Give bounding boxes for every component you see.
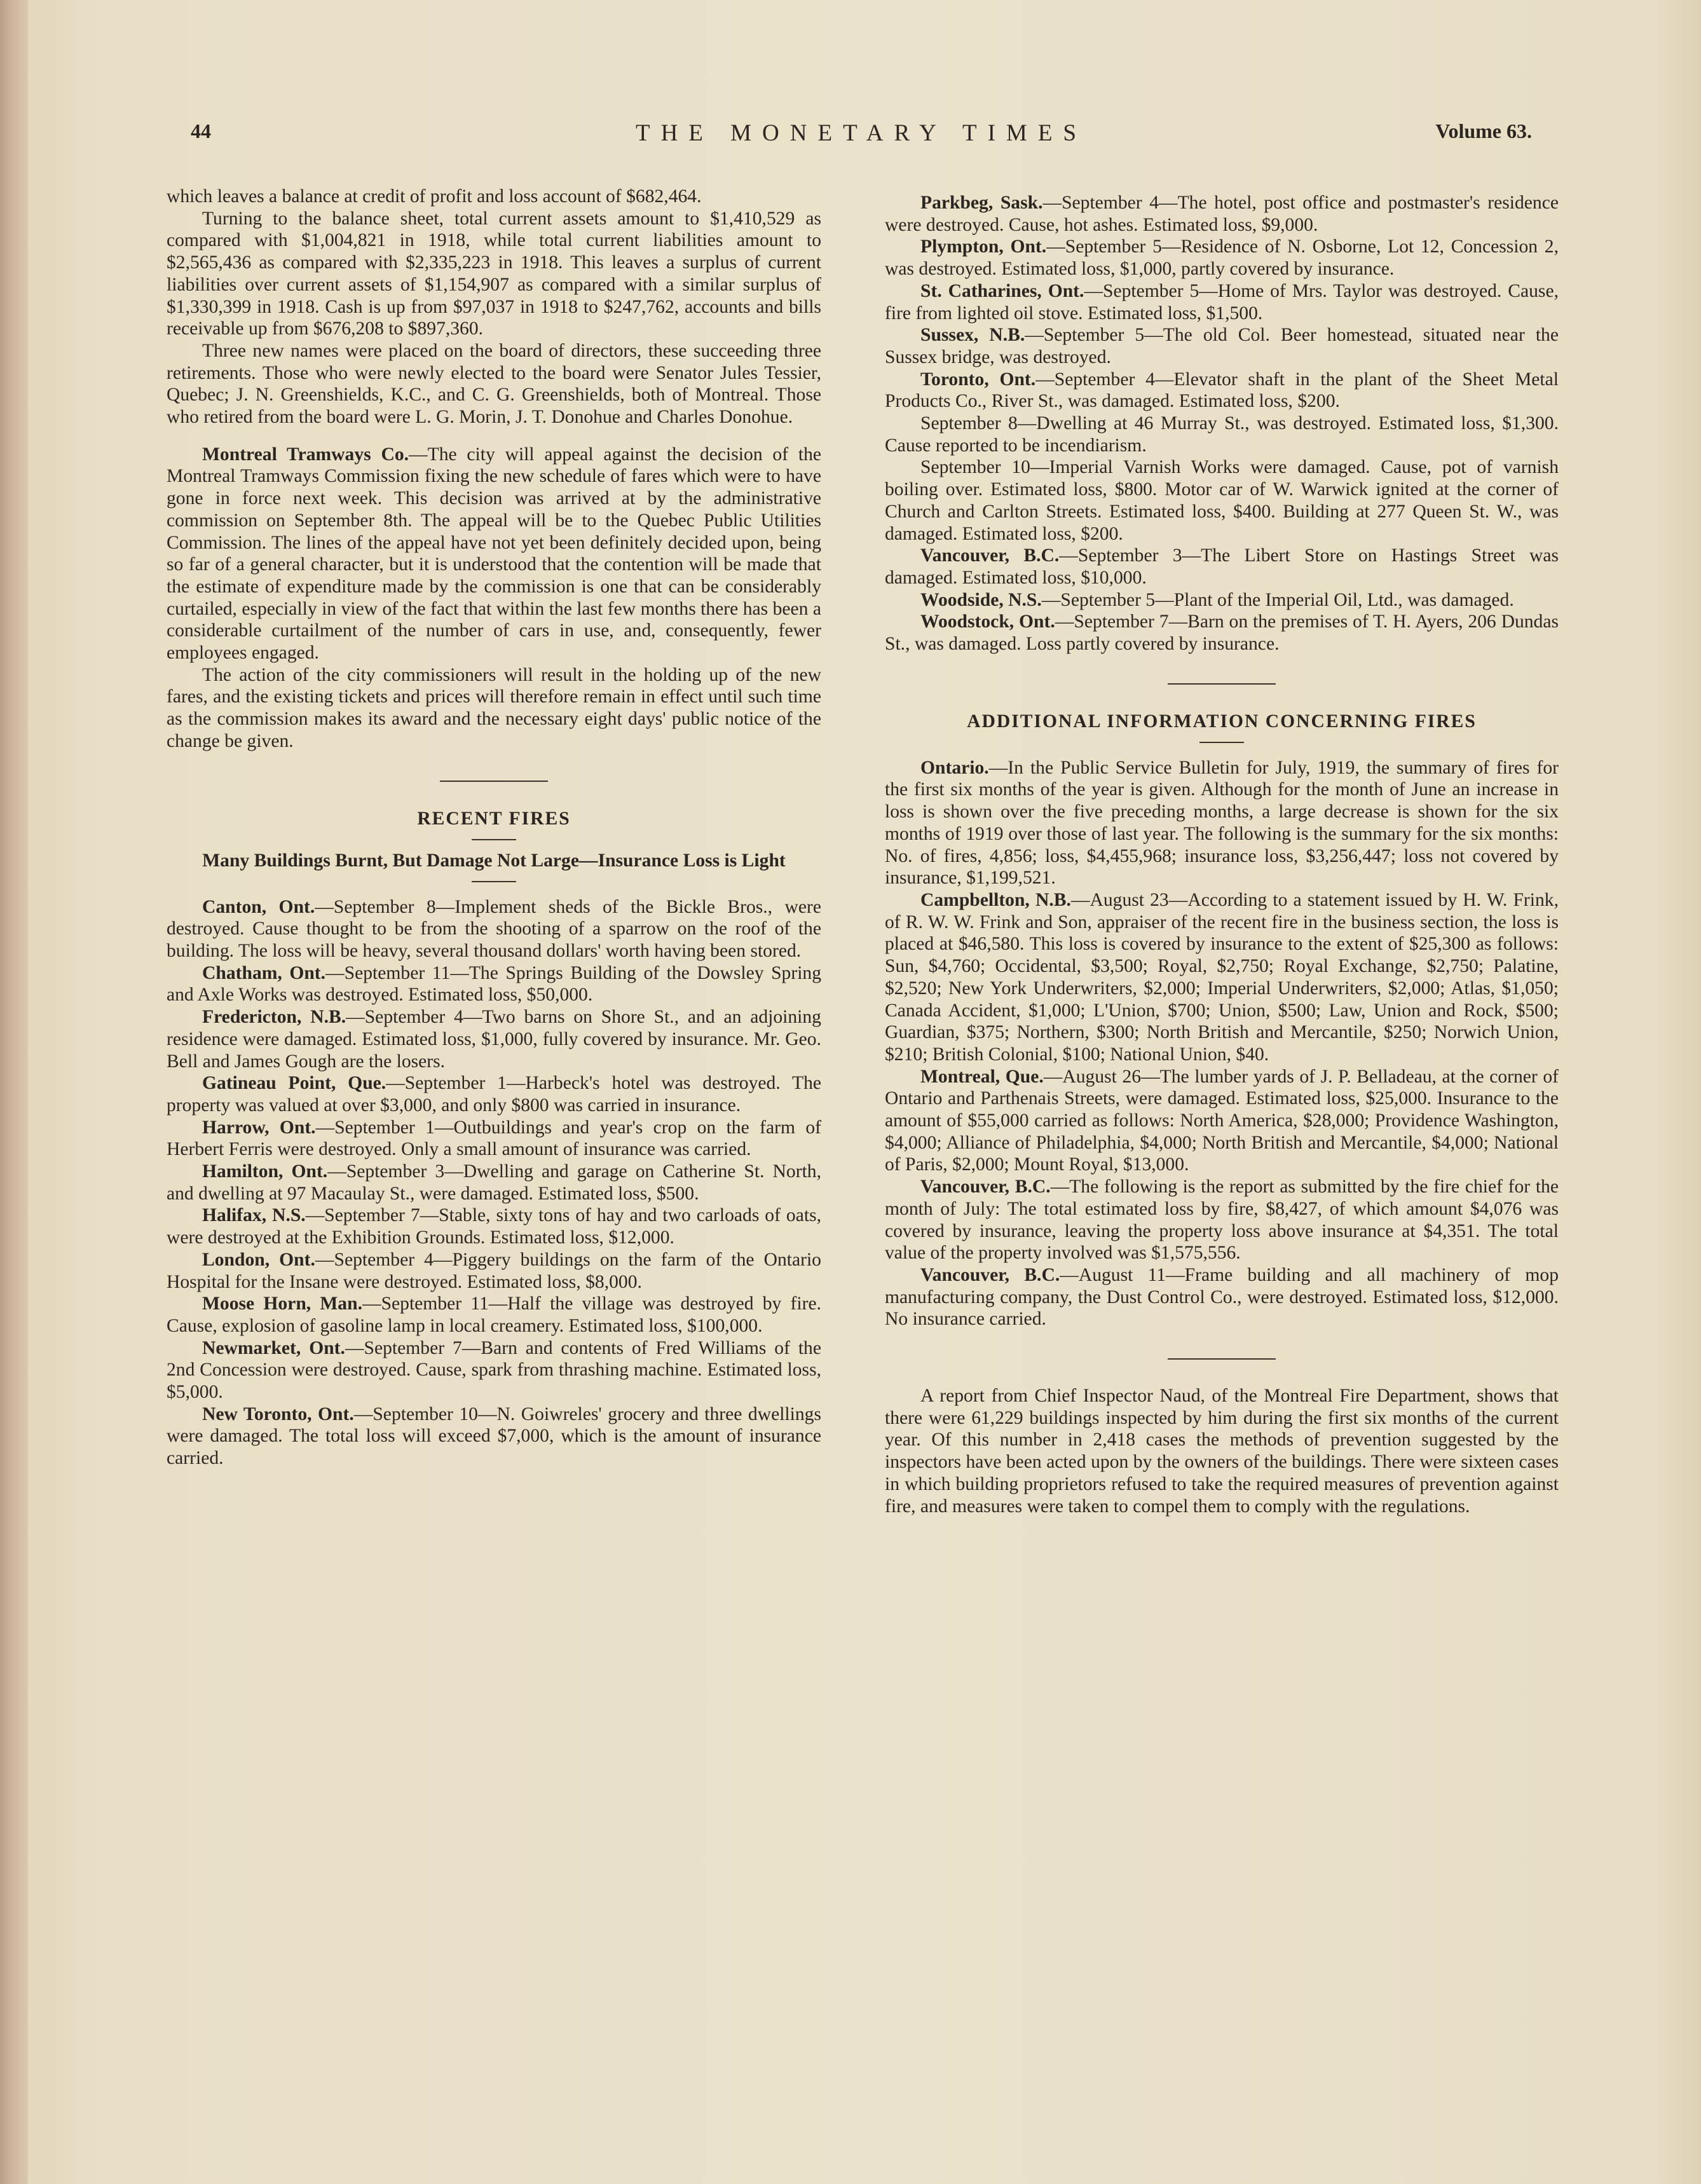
- report-text: —September 1—Harbeck's hotel was destroyed. The property was valued at over $3,000, and only $800 was carried in insurance.: [167, 1073, 822, 1116]
- location-lead: Ontario.: [920, 757, 989, 778]
- heading-rule: [472, 839, 516, 840]
- fire-report-item: [167, 1072, 821, 1116]
- report-text: September 10—Imperial Varnish Works were damaged. Cause, pot of varnish boiling over. Estimated loss, $800. Motor car of W. Warwick ignited at the corner of Church and Carlton Streets. Estimated loss, $400. Building at 277 Queen St. W., was damaged. Estimated loss, $200.: [885, 457, 1559, 544]
- report-text: —September 5—Plant of the Imperial Oil, Ltd., was damaged.: [1041, 589, 1514, 610]
- location-lead: Vancouver, B.C.: [920, 1264, 1060, 1285]
- fire-report-item: [167, 1337, 821, 1403]
- location-lead: Newmarket, Ont.: [202, 1337, 345, 1358]
- fire-report-item: [885, 589, 1559, 611]
- article-paragraph: [167, 444, 821, 664]
- fire-report-item: [885, 757, 1559, 889]
- location-lead: Montreal, Que.: [920, 1066, 1044, 1087]
- paragraph-body: —The city will appeal against the decision of the Montreal Tramways Commission fixing the new schedule of fares which were to have gone in force next week. This decision was arrived at by the administrative commission on September 8th. The appeal will be to the Quebec Public Utilities Commission. The lines of the appeal have not yet been definitely decided upon, being so far of a general character, but it is understood that the contention will be made that the estimate of expenditure made by the commission is one that can be considerably curtailed, especially in view of the fact that within the last few months there has been a considerable curtailment of the number of cars in use, and, consequently, fewer employees engaged.: [167, 444, 822, 664]
- volume-label: Volume 63.: [1435, 119, 1532, 142]
- section-heading: RECENT FIRES: [417, 808, 571, 829]
- section-divider: [1168, 1358, 1276, 1360]
- fire-report-item: [885, 1264, 1559, 1330]
- report-text: —September 11—The Springs Building of the Dowsley Spring and Axle Works was destroyed. Estimated loss, $50,000.: [167, 962, 822, 1006]
- fire-report-item: [885, 889, 1559, 1066]
- report-text: —September 8—Implement sheds of the Bickle Bros., were destroyed. Cause thought to be from the shooting of a sparrow on the roof of the building. The loss will be heavy, several thousand dollars' worth having been stored.: [167, 896, 821, 961]
- fire-report-item: [167, 1006, 821, 1072]
- location-lead: Campbellton, N.B.: [920, 889, 1071, 910]
- location-lead: Gatineau Point, Que.: [202, 1073, 386, 1094]
- masthead-title: THE MONETARY TIMES: [635, 120, 1088, 146]
- article-paragraph: A report from Chief Inspector Naud, of the Montreal Fire Department, shows that there were 61,229 buildings inspected by him during the first six months of the current year. Of this number in 2,418 cases the methods of prevention suggested by the inspectors have been acted upon by the owners of the buildings. There were sixteen cases in which building proprietors refused to take the required measures of prevention against fire, and measures were taken to compel them to comply with the regulations.: [885, 1386, 1559, 1517]
- location-lead: New Toronto, Ont.: [202, 1403, 354, 1424]
- report-text: —September 3—Dwelling and garage on Catherine St. North, and dwelling at 97 Macaulay St., were damaged. Estimated loss, $500.: [167, 1161, 821, 1204]
- report-text: —September 4—The hotel, post office and postmaster's residence were destroyed. Cause, hot ashes. Estimated loss, $9,000.: [885, 193, 1559, 235]
- report-text: —September 11—Half the village was destroyed by fire. Cause, explosion of gasoline lamp in local creamery. Estimated loss, $100,000.: [167, 1293, 821, 1336]
- location-lead: Woodside, N.S.: [920, 589, 1042, 610]
- fire-report-list: [885, 192, 1559, 655]
- fire-report-item: [167, 896, 821, 962]
- report-text: —August 23—According to a statement issued by H. W. Frink, of R. W. W. Frink and Son, appraiser of the recent fire in the business section, the loss is placed at $46,580. This loss is covered by insurance to the extent of $25,300 as follows: Sun, $4,760; Occidental, $3,500; Royal, $2,750; Royal Exchange, $2,750; Palatine, $2,520; New York Underwriters, $2,000; Imperial Underwriters, $2,000; Atlas, $1,050; Canada Accident, $1,000; L'Union, $700; Union, $500; Law, Union and Rock, $500; Guardian, $375; Northern, $300; North British and Mercantile, $250; Norwich Union, $210; British Colonial, $100; National Union, $40.: [885, 889, 1559, 1065]
- article-paragraph: Turning to the balance sheet, total current assets amount to $1,410,529 as compared with $1,004,821 in 1918, while total current liabilities amount to $2,565,436 as compared with $2,335,223 in 1918. This leaves a surplus of current liabilities over current assets of $1,154,907 as compared with a similar surplus of $1,330,399 in 1918. Cash is up from $97,037 in 1918 to $247,762, accounts and bills receivable up from $676,208 to $897,360.: [167, 208, 821, 339]
- fire-report-item: [885, 456, 1559, 545]
- report-text: September 8—Dwelling at 46 Murray St., was destroyed. Estimated loss, $1,300. Cause reported to be incendiarism.: [885, 413, 1559, 456]
- location-lead: Vancouver, B.C.: [920, 1177, 1051, 1198]
- location-lead: Woodstock, Ont.: [920, 611, 1055, 632]
- page-number: 44: [191, 119, 211, 142]
- section-divider: [1168, 683, 1276, 685]
- additional-info-list: [885, 757, 1559, 1330]
- fire-report-item: [885, 1066, 1559, 1177]
- location-lead: Halifax, N.S.: [202, 1205, 306, 1226]
- location-lead: Vancouver, B.C.: [920, 545, 1060, 566]
- section-subheading: Many Buildings Burnt, But Damage Not Large—Insurance Loss is Light: [202, 850, 786, 871]
- fire-report-item: [167, 1403, 821, 1470]
- location-lead: Sussex, N.B.: [920, 325, 1025, 346]
- fire-report-item: [885, 192, 1559, 236]
- report-text: —September 4—Piggery buildings on the farm of the Ontario Hospital for the Insane were destroyed. Estimated loss, $8,000.: [167, 1249, 821, 1292]
- heading-rule: [1199, 742, 1244, 743]
- location-lead: Parkbeg, Sask.: [920, 193, 1043, 213]
- fire-report-item: [885, 413, 1559, 456]
- fire-report-item: [167, 1249, 821, 1293]
- location-lead: Canton, Ont.: [202, 896, 315, 917]
- article-paragraph: Three new names were placed on the board of directors, these succeeding three retirements. Those who were newly elected to the board were Senator Jules Tessier, Quebec; J. N. Greenshields, K.C., and C. G. Greenshields, both of Montreal. Those who retired from the board were L. G. Morin, J. T. Donohue and Charles Donohue.: [167, 340, 821, 428]
- location-lead: Hamilton, Ont.: [202, 1161, 328, 1182]
- section-heading: ADDITIONAL INFORMATION CONCERNING FIRES: [967, 711, 1477, 732]
- location-lead: Harrow, Ont.: [202, 1117, 316, 1138]
- fire-report-item: [167, 1293, 821, 1337]
- left-column: [167, 186, 821, 1470]
- fire-report-item: [167, 962, 821, 1006]
- report-text: —September 5—Residence of N. Osborne, Lot 12, Concession 2, was destroyed. Estimated loss, $1,000, partly covered by insurance.: [885, 236, 1559, 280]
- location-lead: Moose Horn, Man.: [202, 1293, 362, 1314]
- fire-report-item: [885, 545, 1559, 589]
- report-text: —September 4—Elevator shaft in the plant of the Sheet Metal Products Co., River St., was damaged. Estimated loss, $200.: [885, 369, 1559, 412]
- fire-report-item: [885, 1176, 1559, 1264]
- report-text: —September 5—The old Col. Beer homestead, situated near the Sussex bridge, was destroyed.: [885, 325, 1559, 367]
- article-paragraph: which leaves a balance at credit of profit and loss account of $682,464.: [167, 186, 702, 207]
- report-text: —September 7—Barn on the premises of T. H. Ayers, 206 Dundas St., was damaged. Loss partly covered by insurance.: [885, 611, 1559, 655]
- report-text: —September 1—Outbuildings and year's crop on the farm of Herbert Ferris were destroyed. Only a small amount of insurance was carried.: [167, 1117, 821, 1160]
- location-lead: Fredericton, N.B.: [202, 1007, 346, 1028]
- fire-report-item: [885, 369, 1559, 413]
- report-text: —September 7—Barn and contents of Fred Williams of the 2nd Concession were destroyed. Cause, spark from thrashing machine. Estimated loss, $5,000.: [167, 1337, 821, 1403]
- fire-report-item: [167, 1205, 821, 1248]
- location-lead: Toronto, Ont.: [920, 369, 1036, 390]
- report-text: —August 11—Frame building and all machinery of mop manufacturing company, the Dust Control Co., were destroyed. Estimated loss, $12,000. No insurance carried.: [885, 1264, 1559, 1330]
- fire-report-item: [167, 1117, 821, 1161]
- fire-report-item: [885, 280, 1559, 324]
- fire-report-item: [885, 236, 1559, 280]
- heading-rule: [472, 881, 516, 882]
- report-text: —August 26—The lumber yards of J. P. Belladeau, at the corner of Ontario and Parthenais Streets, were damaged. Estimated loss, $25,000. Insurance to the amount of $55,000 carried as follows: North America, $28,000; Providence Washington, $4,000; Alliance of Philadelphia, $4,000; North British and Mercantile, $4,000; National of Paris, $2,000; Mount Royal, $13,000.: [885, 1066, 1559, 1175]
- fire-report-list: [167, 896, 821, 1470]
- location-lead: Plympton, Ont.: [920, 236, 1047, 257]
- paragraph-lead: Montreal Tramways Co.: [202, 444, 409, 465]
- report-text: —September 7—Stable, sixty tons of hay and two carloads of oats, were destroyed at the Exhibition Grounds. Estimated loss, $12,000.: [167, 1205, 821, 1248]
- page-binding-edge: [0, 0, 28, 2184]
- report-text: —September 5—Home of Mrs. Taylor was destroyed. Cause, fire from lighted oil stove. Estimated loss, $1,500.: [885, 280, 1559, 324]
- page-header: [191, 119, 1532, 158]
- section-divider: [440, 781, 548, 782]
- report-text: —September 10—N. Goiwreles' grocery and three dwellings were damaged. The total loss will exceed $7,000, which is the amount of insurance carried.: [167, 1403, 821, 1469]
- location-lead: London, Ont.: [202, 1249, 315, 1270]
- report-text: —September 3—The Libert Store on Hastings Street was damaged. Estimated loss, $10,000.: [885, 545, 1559, 588]
- article-paragraph: The action of the city commissioners will result in the holding up of the new fares, and the existing tickets and prices will therefore remain in effect until such time as the commission makes its award and the necessary eight days' public notice of the change be given.: [167, 664, 821, 751]
- location-lead: Chatham, Ont.: [202, 962, 326, 983]
- fire-report-item: [167, 1161, 821, 1205]
- report-text: —The following is the report as submitted by the fire chief for the month of July: The total estimated loss by fire, $8,427, of which amount $4,076 was covered by insurance, leaving the property loss above insurance at $4,351. The total value of the property involved was $1,575,556.: [885, 1177, 1559, 1264]
- location-lead: St. Catharines, Ont.: [920, 280, 1084, 301]
- fire-report-item: [885, 324, 1559, 368]
- right-column: [885, 192, 1559, 1517]
- report-text: —In the Public Service Bulletin for July, 1919, the summary of fires for the first six months of the year is given. Although for the month of June an increase in loss is shown over the five preceding months, a large decrease is shown for the six months of 1919 over those of last year. The following is the summary for the six months: No. of fires, 4,856; loss, $4,455,968; insurance loss, $3,256,447; loss not covered by insurance, $1,199,521.: [885, 757, 1559, 889]
- report-text: —September 4—Two barns on Shore St., and an adjoining residence were damaged. Estimated loss, $1,000, fully covered by insurance. Mr. Geo. Bell and James Gough are the losers.: [167, 1007, 821, 1072]
- fire-report-item: [885, 611, 1559, 655]
